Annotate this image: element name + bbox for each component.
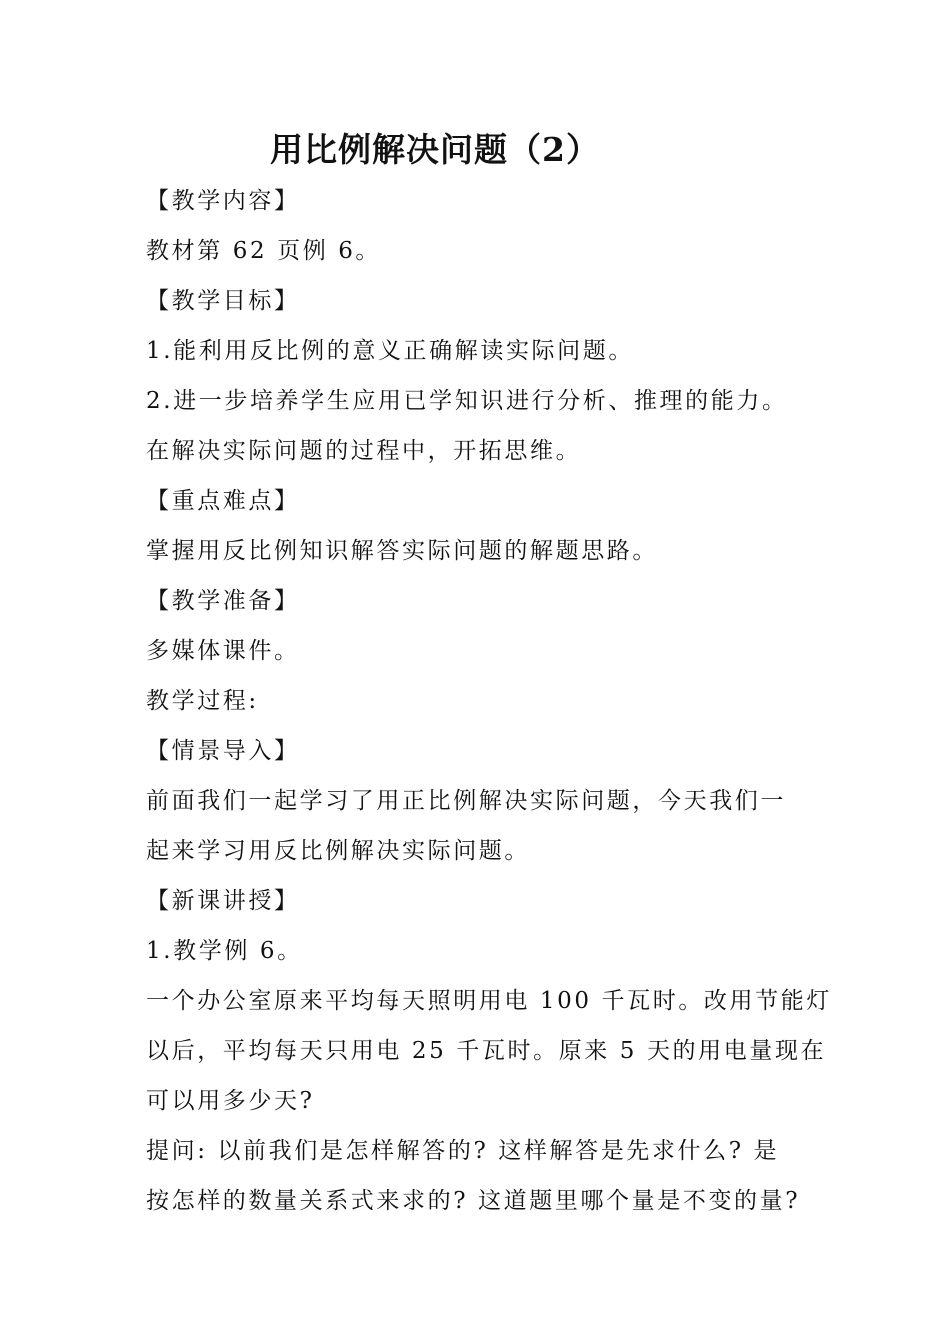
paragraph-line: 以后，平均每天只用电 25 千瓦时。原来 5 天的用电量现在 <box>146 1038 827 1064</box>
section-heading-key-points: 【重点难点】 <box>146 488 300 514</box>
paragraph-line: 可以用多少天? <box>146 1088 315 1114</box>
paragraph-line: 掌握用反比例知识解答实际问题的解题思路。 <box>146 538 658 564</box>
paragraph-line: 教学过程: <box>146 688 259 714</box>
paragraph-line: 多媒体课件。 <box>146 638 300 664</box>
paragraph-line: 起来学习用反比例解决实际问题。 <box>146 838 530 864</box>
paragraph-line: 教材第 62 页例 6。 <box>146 238 382 264</box>
document-title: 用比例解决问题（2） <box>270 130 600 169</box>
paragraph-line: 一个办公室原来平均每天照明用电 100 千瓦时。改用节能灯 <box>146 988 832 1014</box>
paragraph-line: 1.能利用反比例的意义正确解读实际问题。 <box>146 338 634 364</box>
section-heading-teaching-goals: 【教学目标】 <box>146 288 300 314</box>
section-heading-teaching-content: 【教学内容】 <box>146 188 300 214</box>
paragraph-line: 前面我们一起学习了用正比例解决实际问题，今天我们一 <box>146 788 786 814</box>
paragraph-line: 1.教学例 6。 <box>146 938 303 964</box>
paragraph-line: 在解决实际问题的过程中，开拓思维。 <box>146 438 582 464</box>
paragraph-line: 提问: 以前我们是怎样解答的? 这样解答是先求什么? 是 <box>146 1138 780 1164</box>
section-heading-introduction: 【情景导入】 <box>146 738 300 764</box>
section-heading-preparation: 【教学准备】 <box>146 588 300 614</box>
paragraph-line: 按怎样的数量关系式来求的? 这道题里哪个量是不变的量? <box>146 1188 801 1214</box>
section-heading-new-lesson: 【新课讲授】 <box>146 888 300 914</box>
paragraph-line: 2.进一步培养学生应用已学知识进行分析、推理的能力。 <box>146 388 788 414</box>
